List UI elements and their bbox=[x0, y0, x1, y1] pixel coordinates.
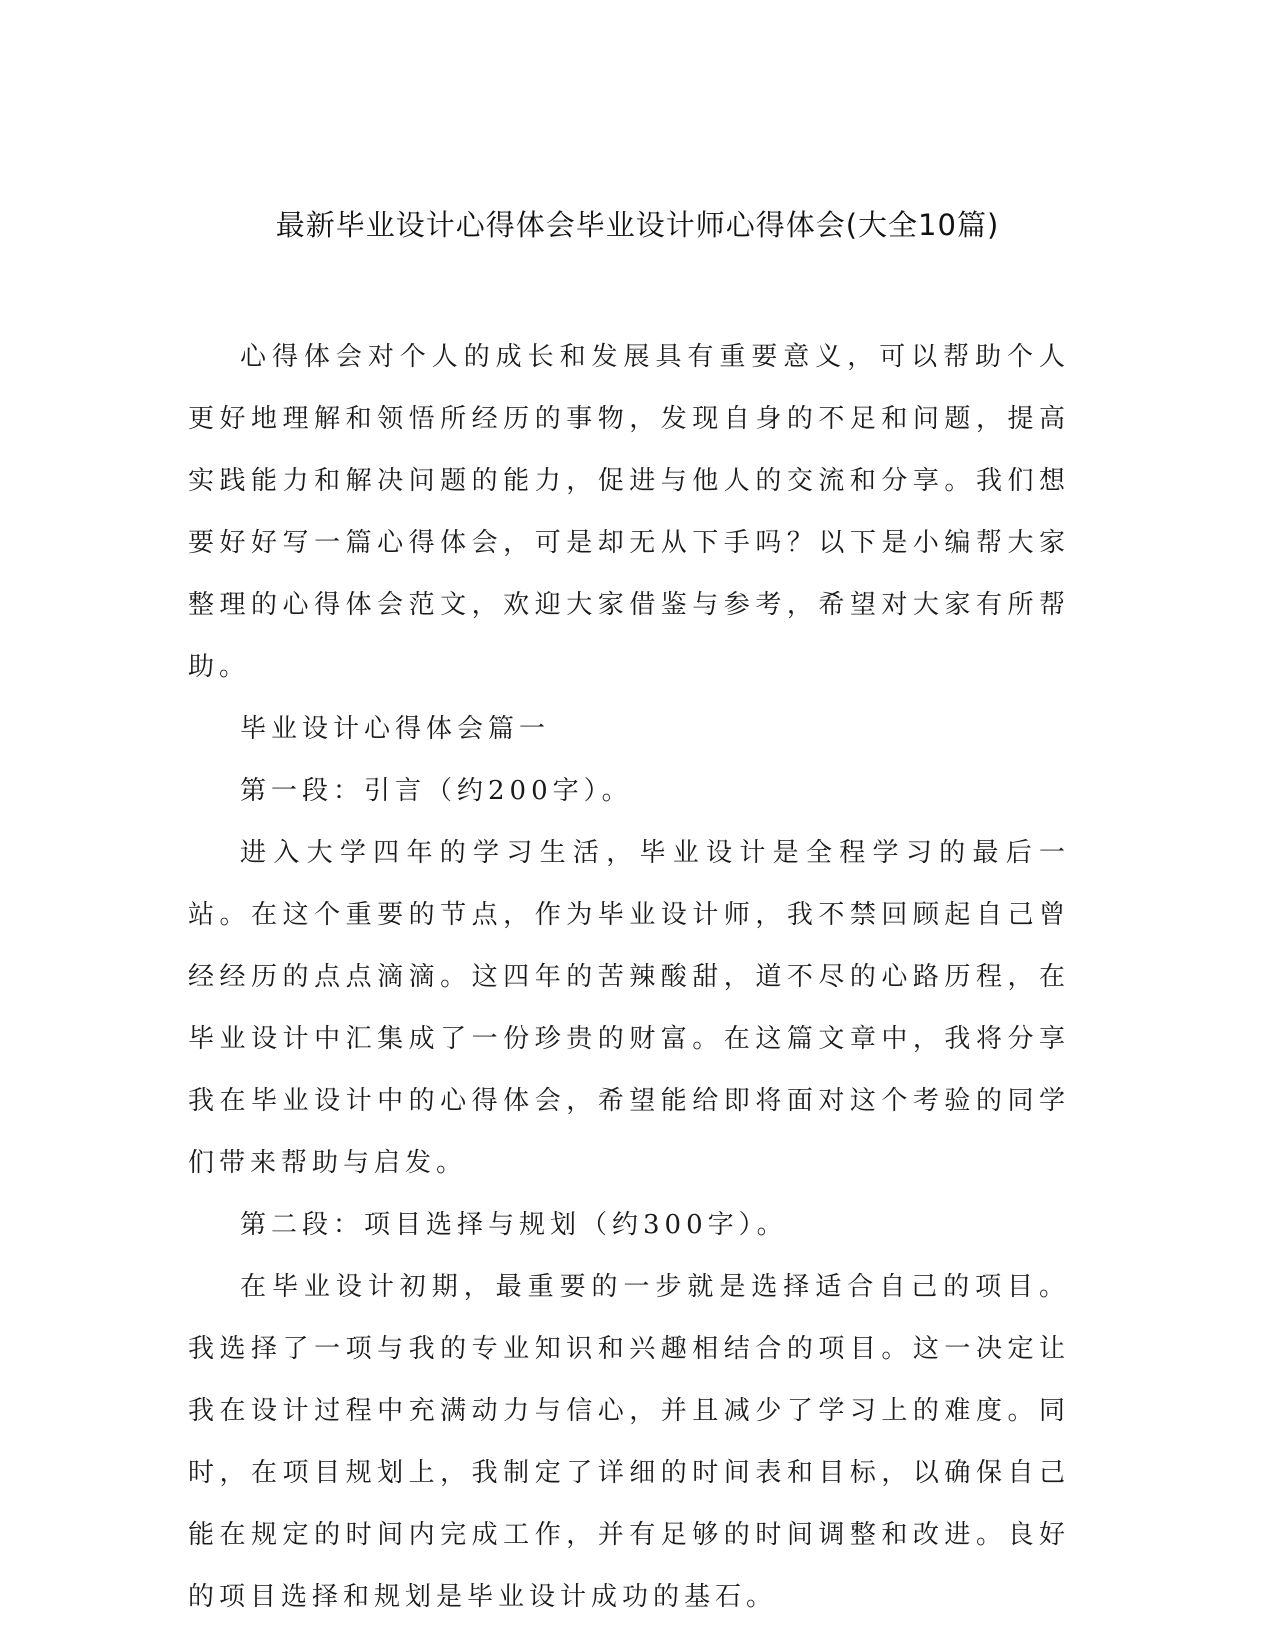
paragraph-project-planning: 在毕业设计初期，最重要的一步就是选择适合自己的项目。我选择了一项与我的专业知识和兴趣相结合的项目。这一决定让我在设计过程中充满动力与信心，并且减少了学习上的难度。同时，在项目规划上，我制定了详细的时间表和目标，以确保自己能在规定的时间内完成工作，并有足够的时间调整和改进。良好的项目选择和规划是毕业设计成功的基石。 bbox=[188, 1272, 1070, 1612]
paragraph-introduction: 进入大学四年的学习生活，毕业设计是全程学习的最后一站。在这个重要的节点，作为毕业设计师，我不禁回顾起自己曾经经历的点点滴滴。这四年的苦辣酸甜，道不尽的心路历程，在毕业设计中汇集成了一份珍贵的财富。在这篇文章中，我将分享我在毕业设计中的心得体会，希望能给即将面对这个考验的同学们带来帮助与启发。 bbox=[188, 838, 1070, 1178]
section-heading-part-one: 毕业设计心得体会篇一 bbox=[240, 714, 551, 744]
document-title: 最新毕业设计心得体会毕业设计师心得体会(大全10篇) bbox=[275, 208, 1000, 242]
document-body bbox=[188, 326, 1070, 1628]
intro-paragraph: 心得体会对个人的成长和发展具有重要意义，可以帮助个人更好地理解和领悟所经历的事物，发现自身的不足和问题，提高实践能力和解决问题的能力，促进与他人的交流和分享。我们想要好好写一篇心得体会，可是却无从下手吗？以下是小编帮大家整理的心得体会范文，欢迎大家借鉴与参考，希望对大家有所帮助。 bbox=[188, 342, 1070, 682]
subheading-project-planning: 第二段：项目选择与规划（约300字）。 bbox=[240, 1210, 788, 1240]
subheading-introduction: 第一段：引言（约200字）。 bbox=[240, 776, 633, 806]
